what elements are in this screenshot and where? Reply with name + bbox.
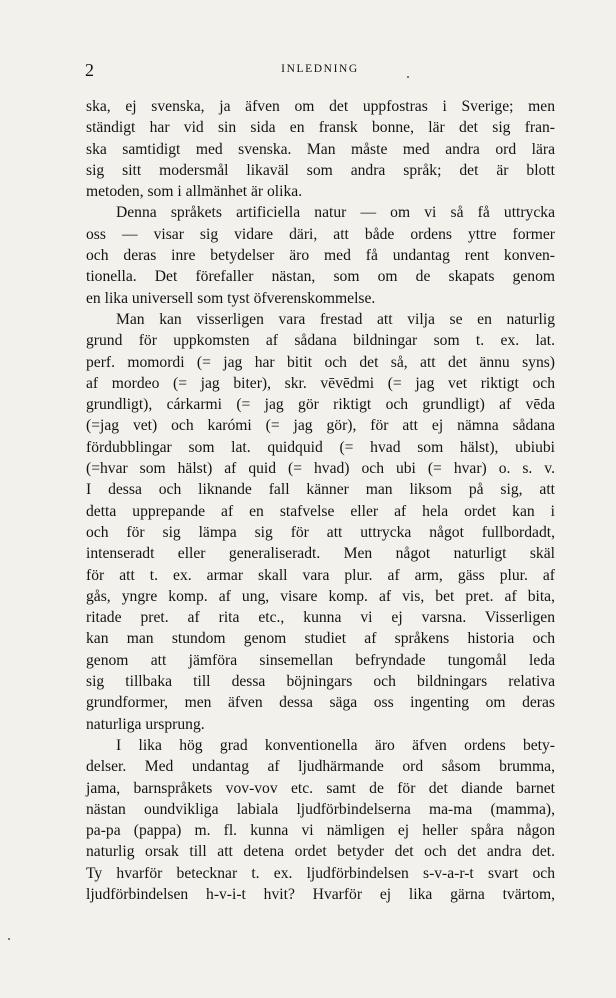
text-line: sig tillbaka till dessa böjningars och bildningars relativa (86, 673, 555, 691)
text-line: delser. Med undantag af ljudhärmande ord såsom brumma, (86, 758, 555, 776)
print-speck (8, 938, 10, 940)
text-line: tionella. Det förefaller nästan, som om de skapats genom (86, 268, 555, 286)
text-line: af mordeo (= jag biter), skr. vēvēdmi (= jag vet riktigt och (86, 374, 555, 392)
text-line: grund för uppkomsten af sådana bildningar som t. ex. lat. (86, 332, 555, 350)
text-line: grundligt), cárkarmi (= jag gör riktigt och grundligt) af vēda (86, 396, 555, 414)
text-line: oss — visar sig vidare däri, att både ordens yttre former (86, 225, 555, 243)
text-line: ska, ej svenska, ja äfven om det uppfostras i Sverige; men (86, 98, 555, 115)
text-line: genom att jämföra sinsemellan befryndade tungomål leda (86, 651, 555, 669)
text-line: perf. momordi (= jag har bitit och det så, att det ännu syns) (86, 353, 555, 371)
text-line: en lika universell som tyst öfverenskommelse. (86, 289, 376, 307)
paragraph-2 (86, 202, 555, 308)
paragraph-4 (86, 735, 555, 905)
text-line: sig sitt modersmål likaväl som andra språk; det är blott (86, 161, 555, 179)
text-line: för att t. ex. armar skall vara plur. af arm, gäss plur. af (86, 566, 555, 584)
text-line: naturliga ursprung. (86, 715, 205, 733)
text-line: pa-pa (pappa) m. fl. kunna vi nämligen ej heller spåra någon (86, 822, 555, 840)
text-line: metoden, som i allmänhet är olika. (86, 183, 303, 201)
text-line: I lika hög grad konventionella äro äfven ordens bety- (116, 736, 555, 754)
text-line: kan man stundom genom studiet af språkens historia och (86, 630, 555, 648)
text-line: ljudförbindelsen h-v-i-t hvit? Hvarför ej lika gärna tvärtom, (86, 885, 555, 903)
text-line: (=jag vet) och karómi (= jag gör), för att ej nämna sådana (86, 417, 555, 435)
body-text (86, 96, 555, 905)
text-line: Denna språkets artificiella natur — om vi så få uttrycka (116, 204, 555, 222)
paragraph-3 (86, 309, 555, 735)
text-line: ska samtidigt med svenska. Man måste med andra ord lära (86, 140, 555, 158)
paragraph-1 (86, 96, 555, 202)
text-line: jama, barnspråkets vov-vov etc. samt de för det diande barnet (86, 779, 555, 797)
text-line: Ty hvarför betecknar t. ex. ljudförbindelsen s-v-a-r-t svart och (86, 864, 555, 882)
text-line: ständigt har vid sin sida en fransk bonne, lär det sig fran- (86, 119, 555, 137)
page-header (85, 60, 555, 82)
text-line: fördubblingar som lat. quidquid (= hvad som hälst), ubiubi (86, 438, 555, 456)
page-number: 2 (85, 60, 94, 80)
text-line: naturlig orsak till att detena ordet betyder det och det andra det. (86, 843, 555, 861)
text-line: ritade pret. af rita etc., kunna vi ej varsna. Visserligen (86, 609, 555, 627)
text-line: och deras inre betydelser äro med få undantag rent konven- (86, 247, 555, 265)
print-speck (407, 76, 409, 78)
text-line: intenseradt eller generaliseradt. Men något naturligt skäl (86, 545, 555, 563)
text-line: detta upprepande af en stafvelse eller af hela ordet kan i (86, 502, 555, 520)
text-line: nästan oundvikliga labiala ljudförbindelserna ma-ma (mamma), (86, 800, 555, 818)
text-line: Man kan visserligen vara frestad att vilja se en naturlig (116, 310, 555, 328)
text-line: grundformer, men äfven dessa säga oss ingenting om deras (86, 694, 555, 712)
running-head: INLEDNING (281, 63, 359, 75)
text-line: gås, yngre komp. af ung, visare komp. af vis, bet pret. af bita, (86, 587, 555, 605)
text-line: I dessa och liknande fall känner man liksom på sig, att (86, 481, 555, 499)
text-line: (=hvar som hälst) af quid (= hvad) och ubi (= hvar) o. s. v. (86, 460, 555, 478)
text-line: och för sig lämpa sig för att uttrycka något fullbordadt, (86, 523, 555, 541)
